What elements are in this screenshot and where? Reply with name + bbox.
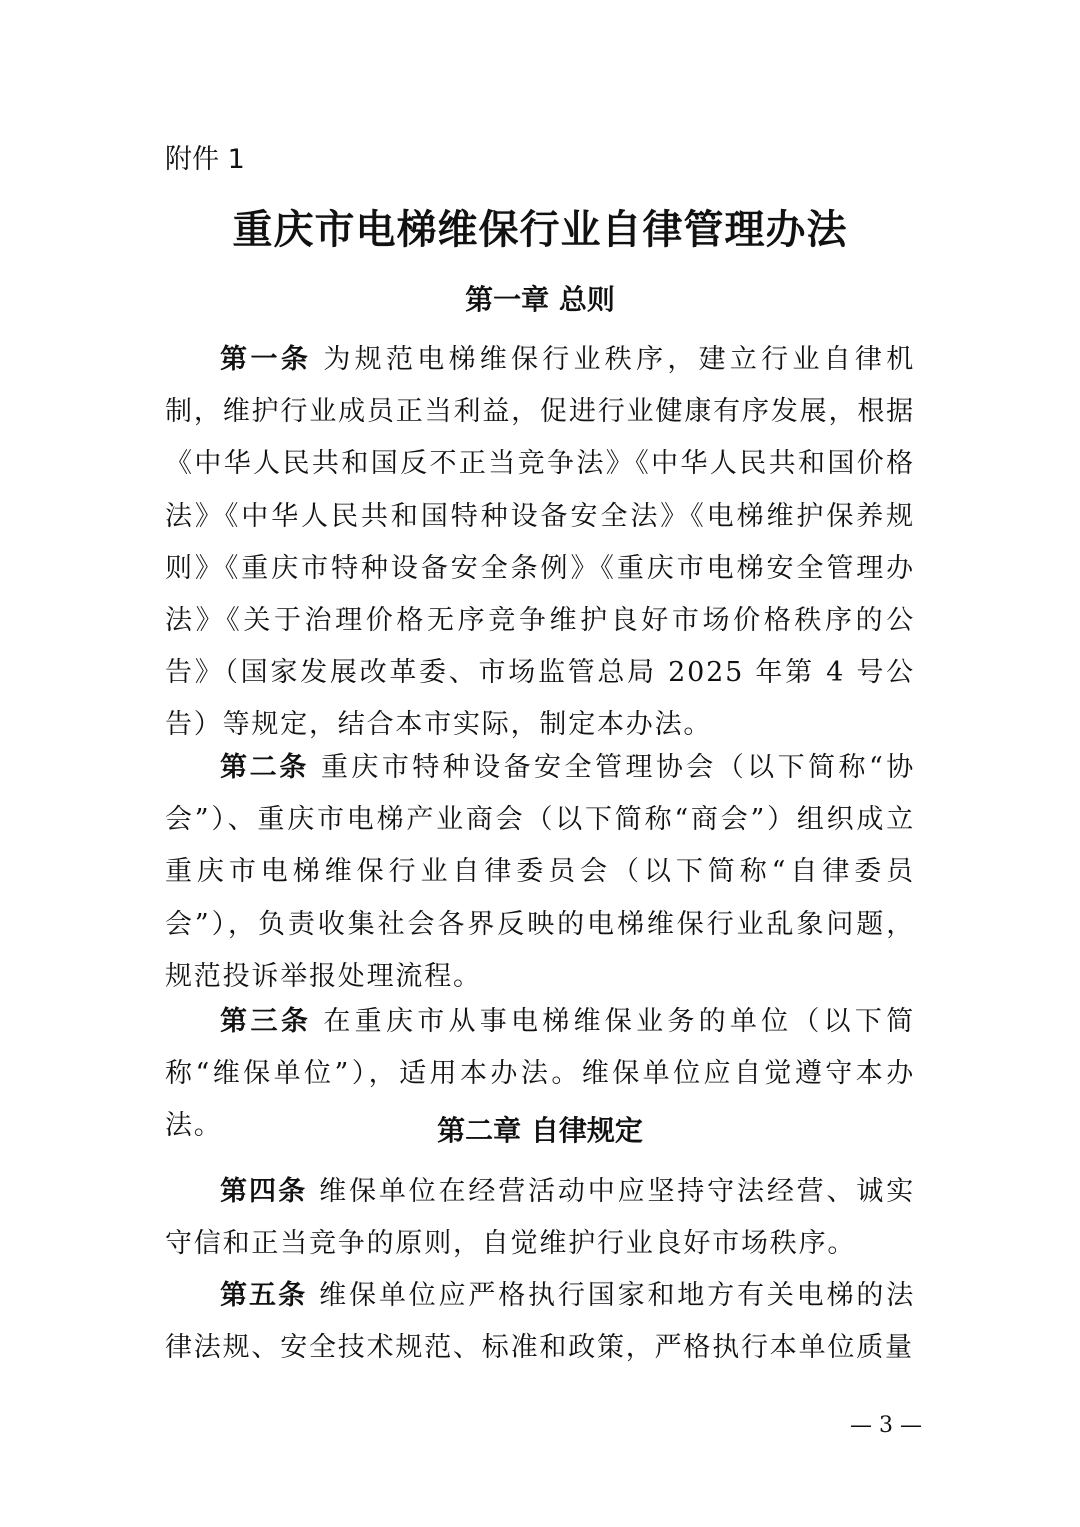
article-4-text: 维保单位在经营活动中应坚持守法经营、诚实守信和正当竞争的原则，自觉维护行业良好市场秩序。 [165,1176,916,1260]
article-2-label: 第二条 [220,752,309,783]
article-3-text: 在重庆市从事电梯维保业务的单位（以下简称“维保单位”），适用本办法。维保单位应自觉遵守本办法。 [165,1006,916,1142]
article-5-text: 维保单位应严格执行国家和地方有关电梯的法律法规、安全技术规范、标准和政策，严格执行本单位质量 [165,1280,916,1364]
article-1 [165,334,915,752]
document-title: 重庆市电梯维保行业自律管理办法 [232,207,848,253]
article-2-text: 重庆市特种设备安全管理协会（以下简称“协会”）、重庆市电梯产业商会（以下简称“商会”）组织成立重庆市电梯维保行业自律委员会（以下简称“自律委员会”），负责收集社会各界反映的电梯维保行业乱象问题，规范投诉举报处理流程。 [165,752,915,992]
article-4 [165,1166,915,1270]
attachment-label: 附件 1 [165,144,245,175]
article-4-label: 第四条 [220,1176,308,1207]
chapter-heading-2: 第二章 自律规定 [437,1114,643,1147]
article-5 [165,1270,915,1374]
article-3-label: 第三条 [220,1006,312,1037]
page-number: — 3 — [850,1413,922,1438]
article-2 [165,742,915,1003]
article-5-label: 第五条 [220,1280,308,1311]
chapter-heading-1: 第一章 总则 [465,283,615,316]
article-1-text: 为规范电梯维保行业秩序，建立行业自律机制，维护行业成员正当利益，促进行业健康有序发展，根据《中华人民共和国反不正当竞争法》《中华人民共和国价格法》《中华人民共和国特种设备安全法》《电梯维护保养规则》《重庆市特种设备安全条例》《重庆市电梯安全管理办法》《关于治理价格无序竞争维护良好市场价格秩序的公告》（国家发展改革委、市场监管总局 2025 年第 4 号公告）等规定，结合本市实际，制定本办法。 [165,344,916,741]
article-1-label: 第一条 [220,344,312,375]
